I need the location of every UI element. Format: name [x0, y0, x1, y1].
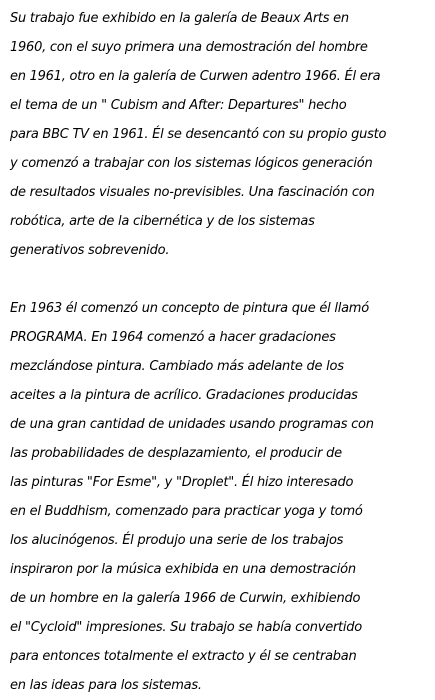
text-line: mezclándose pintura. Cambiado más adelante de los — [10, 359, 344, 374]
paragraph-1 — [10, 4, 429, 265]
text-line: robótica, arte de la cibernética y de los sistemas — [10, 214, 315, 229]
text-line: los alucinógenos. Él produjo una serie de los trabajos — [10, 533, 344, 548]
text-line: Su trabajo fue exhibido en la galería de Beaux Arts en — [10, 11, 349, 26]
text-line: En 1963 él comenzó un concepto de pintura que él llamó — [10, 301, 369, 316]
text-line: inspiraron por la música exhibida en una demostración — [10, 562, 356, 577]
text-line: de resultados visuales no-previsibles. Una fascinación con — [10, 185, 375, 200]
text-line: las pinturas "For Esme", y "Droplet". Él hizo interesado — [10, 475, 354, 490]
text-line: para entonces totalmente el extracto y él se centraban — [10, 649, 357, 664]
text-line: de una gran cantidad de unidades usando programas con — [10, 417, 374, 432]
text-line: aceites a la pintura de acrílico. Gradaciones producidas — [10, 388, 358, 403]
text-line: el "Cycloid" impresiones. Su trabajo se había convertido — [10, 620, 362, 635]
text-line: para BBC TV en 1961. Él se desencantó con su propio gusto — [10, 127, 387, 142]
text-line: generativos sobrevenido. — [10, 243, 170, 258]
text-line: en las ideas para los sistemas. — [10, 678, 202, 693]
text-line: las probabilidades de desplazamiento, el producir de — [10, 446, 342, 461]
text-line: de un hombre en la galería 1966 de Curwin, exhibiendo — [10, 591, 361, 606]
text-line: 1960, con el suyo primera una demostración del hombre — [10, 40, 368, 55]
text-line: el tema de un " Cubism and After: Departures" hecho — [10, 98, 347, 113]
text-line: y comenzó a trabajar con los sistemas lógicos generación — [10, 156, 373, 171]
paragraph-spacer — [10, 265, 429, 294]
text-line: en 1961, otro en la galería de Curwen adentro 1966. Él era — [10, 69, 381, 84]
text-line: en el Buddhism, comenzado para practicar yoga y tomó — [10, 504, 363, 519]
text-line: PROGRAMA. En 1964 comenzó a hacer gradaciones — [10, 330, 336, 345]
paragraph-2 — [10, 294, 429, 700]
